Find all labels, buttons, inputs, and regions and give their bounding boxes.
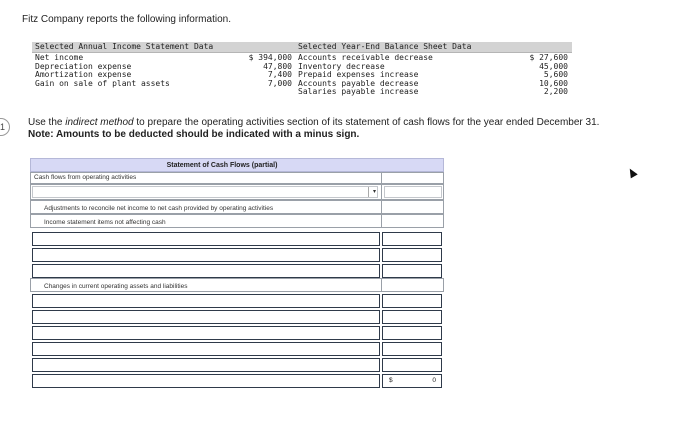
income-item-label: Amortization expense — [35, 70, 132, 80]
question-number-badge: 1 — [0, 118, 10, 136]
section-label-operating: Cash flows from operating activities — [34, 174, 137, 181]
income-item-label: Depreciation expense — [35, 61, 132, 71]
income-item-label: Net income — [35, 53, 84, 62]
instructions-prefix: Use the — [28, 117, 66, 128]
income-item-label: Gain on sale of plant assets — [35, 78, 170, 88]
income-item-value: 7,000 — [267, 78, 292, 88]
change-amount-input[interactable] — [382, 310, 442, 324]
change-item-input[interactable] — [32, 294, 380, 308]
balance-item-label: Salaries payable increase — [298, 87, 419, 97]
total-value: 0 — [432, 377, 436, 384]
change-item-input[interactable] — [32, 358, 380, 372]
noncash-item-input[interactable] — [32, 232, 380, 246]
noncash-item-input[interactable] — [32, 264, 380, 278]
amount-input[interactable] — [384, 186, 442, 198]
adjustments-label: Adjustments to reconcile net income to net cash provided by operating activities — [44, 205, 274, 212]
balance-item-value: $ 27,600 — [529, 53, 568, 62]
total-amount-cell — [382, 374, 442, 388]
given-data-table — [32, 42, 572, 96]
cash-flow-worksheet — [30, 158, 444, 398]
change-item-input[interactable] — [32, 326, 380, 340]
noncash-amount-input[interactable] — [382, 248, 442, 262]
balance-item-value: 45,000 — [539, 61, 568, 71]
balance-item-value: 5,600 — [543, 70, 568, 80]
changes-label: Changes in current operating assets and liabilities — [44, 283, 188, 290]
noncash-amount-input[interactable] — [382, 232, 442, 246]
balance-item-label: Prepaid expenses increase — [298, 70, 419, 80]
line-item-select[interactable] — [32, 186, 378, 198]
noncash-item-input[interactable] — [32, 248, 380, 262]
instructions-note: Note: Amounts to be deducted should be indicated with a minus sign. — [28, 129, 360, 140]
balance-item-label: Accounts receivable decrease — [298, 53, 433, 62]
instructions-suffix: to prepare the operating activities section of its statement of cash flows for the year ended December 31. — [133, 117, 600, 128]
change-amount-input[interactable] — [382, 358, 442, 372]
balance-item-value: 2,200 — [543, 87, 568, 97]
balance-item-label: Inventory decrease — [298, 61, 385, 71]
worksheet-title: Statement of Cash Flows (partial) — [30, 158, 444, 172]
total-currency: $ — [389, 377, 393, 384]
income-item-value: 47,800 — [263, 61, 292, 71]
income-item-value: 7,400 — [267, 70, 292, 80]
noncash-amount-input[interactable] — [382, 264, 442, 278]
income-statement-header: Selected Annual Income Statement Data — [35, 42, 214, 51]
noncash-items-label: Income statement items not affecting cash — [44, 219, 166, 226]
balance-item-label: Accounts payable decrease — [298, 78, 419, 88]
balance-sheet-header: Selected Year-End Balance Sheet Data — [298, 42, 472, 51]
problem-intro: Fitz Company reports the following information. — [22, 14, 231, 25]
balance-item-value: 10,600 — [539, 78, 568, 88]
instructions — [28, 117, 668, 141]
instructions-method: indirect method — [65, 117, 134, 128]
change-item-input[interactable] — [32, 310, 380, 324]
total-label-input[interactable] — [32, 374, 380, 388]
change-item-input[interactable] — [32, 342, 380, 356]
given-data-header — [32, 42, 572, 53]
chevron-down-icon[interactable]: ▾ — [368, 187, 380, 197]
change-amount-input[interactable] — [382, 342, 442, 356]
mouse-cursor-icon — [626, 167, 637, 179]
change-amount-input[interactable] — [382, 294, 442, 308]
income-item-value: $ 394,000 — [248, 53, 292, 62]
change-amount-input[interactable] — [382, 326, 442, 340]
